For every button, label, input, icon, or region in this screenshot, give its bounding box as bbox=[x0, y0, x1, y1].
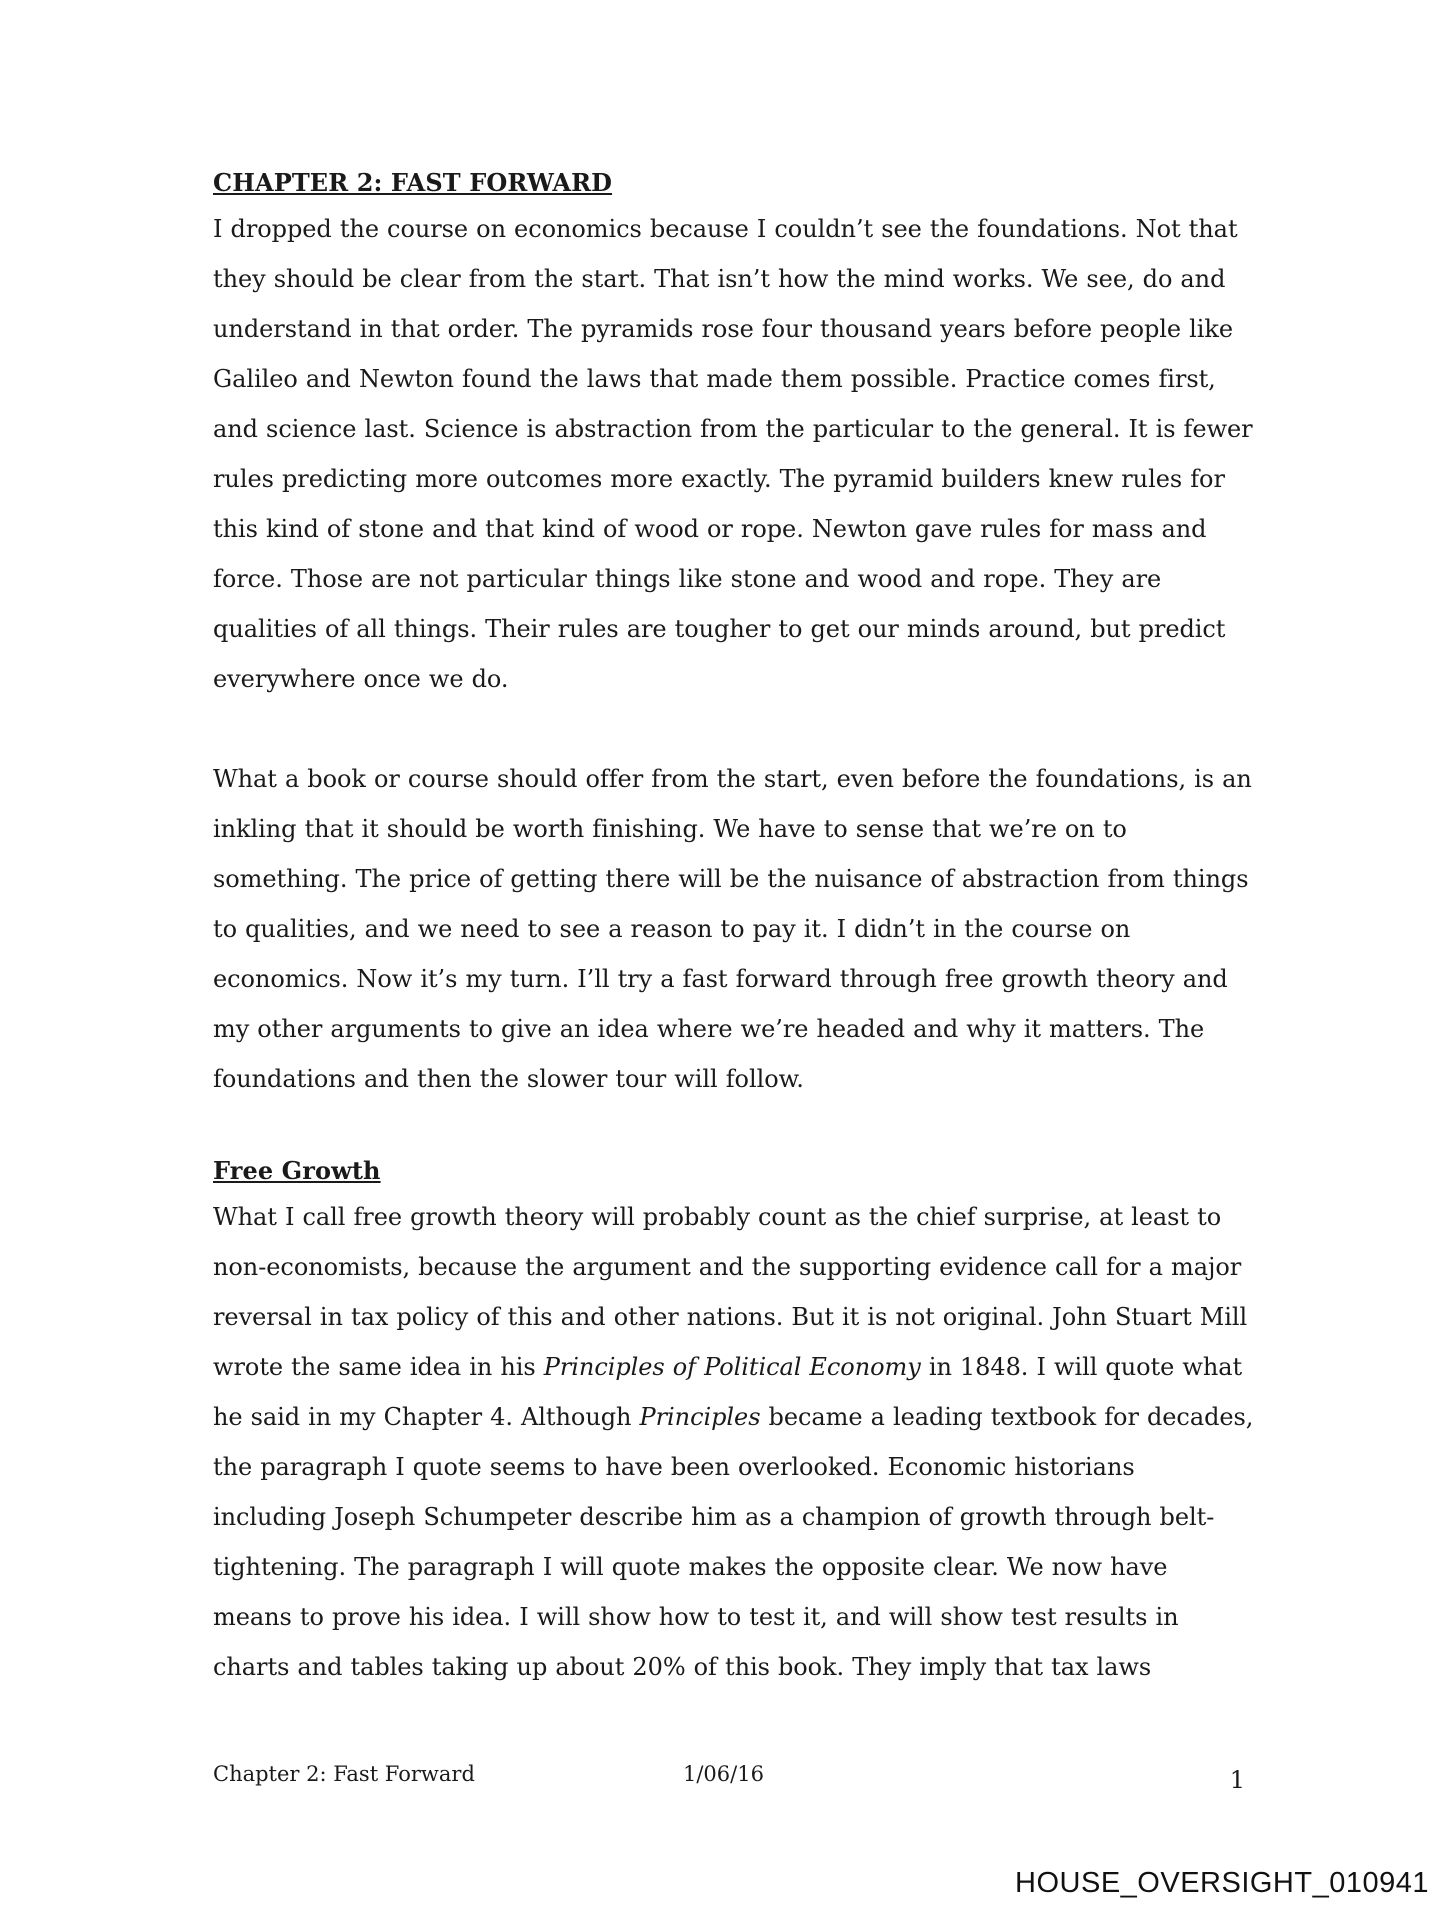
paragraph-spacer bbox=[213, 1104, 1243, 1154]
page-number: 1 bbox=[1229, 1766, 1245, 1794]
text-line: reversal in tax policy of this and other nations. But it is not original. John Stuart Mill bbox=[213, 1303, 1248, 1331]
text-line: something. The price of getting there will be the nuisance of abstraction from things bbox=[213, 865, 1249, 893]
footer-chapter-title: Chapter 2: Fast Forward bbox=[213, 1762, 475, 1786]
text-line: qualities of all things. Their rules are tougher to get our minds around, but predict bbox=[213, 615, 1226, 643]
text-line: foundations and then the slower tour will follow. bbox=[213, 1065, 804, 1093]
text-run: in 1848. I will quote what bbox=[920, 1353, 1243, 1381]
paragraph-2 bbox=[213, 754, 1252, 1104]
text-line: understand in that order. The pyramids rose four thousand years before people like bbox=[213, 315, 1234, 343]
text-line: inkling that it should be worth finishing. We have to sense that we’re on to bbox=[213, 815, 1127, 843]
text-line: force. Those are not particular things like stone and wood and rope. They are bbox=[213, 565, 1162, 593]
text-line: means to prove his idea. I will show how to test it, and will show test results in bbox=[213, 1603, 1179, 1631]
text-line bbox=[213, 1392, 1254, 1442]
text-line: Galileo and Newton found the laws that made them possible. Practice comes first, bbox=[213, 365, 1216, 393]
text-line: to qualities, and we need to see a reason to pay it. I didn’t in the course on bbox=[213, 915, 1131, 943]
paragraph-1 bbox=[213, 204, 1253, 704]
text-run: became a leading textbook for decades, bbox=[760, 1403, 1254, 1431]
text-line: charts and tables taking up about 20% of this book. They imply that tax laws bbox=[213, 1653, 1152, 1681]
text-line bbox=[213, 1342, 1243, 1392]
text-line: What I call free growth theory will probably count as the chief surprise, at least to bbox=[213, 1203, 1222, 1231]
page-body bbox=[213, 166, 1254, 1692]
book-title-italic: Principles of Political Economy bbox=[543, 1353, 921, 1381]
section-heading-free-growth: Free Growth bbox=[213, 1156, 381, 1185]
page-footer bbox=[213, 1762, 1245, 1792]
chapter-heading: CHAPTER 2: FAST FORWARD bbox=[213, 168, 613, 197]
text-line: I dropped the course on economics because I couldn’t see the foundations. Not that bbox=[213, 215, 1238, 243]
text-line: tightening. The paragraph I will quote makes the opposite clear. We now have bbox=[213, 1553, 1168, 1581]
text-line: including Joseph Schumpeter describe him as a champion of growth through belt- bbox=[213, 1503, 1215, 1531]
text-line: everywhere once we do. bbox=[213, 665, 509, 693]
footer-date: 1/06/16 bbox=[683, 1762, 764, 1786]
bates-stamp: HOUSE_OVERSIGHT_010941 bbox=[1015, 1867, 1429, 1899]
text-line: rules predicting more outcomes more exactly. The pyramid builders knew rules for bbox=[213, 465, 1225, 493]
text-line: non-economists, because the argument and the supporting evidence call for a major bbox=[213, 1253, 1242, 1281]
book-title-italic: Principles bbox=[639, 1403, 761, 1431]
text-line: this kind of stone and that kind of wood or rope. Newton gave rules for mass and bbox=[213, 515, 1207, 543]
text-line: and science last. Science is abstraction from the particular to the general. It is fewer bbox=[213, 415, 1253, 443]
paragraph-3 bbox=[213, 1192, 1254, 1692]
text-run: wrote the same idea in his bbox=[213, 1353, 544, 1381]
text-line: economics. Now it’s my turn. I’ll try a fast forward through free growth theory and bbox=[213, 965, 1228, 993]
text-line: What a book or course should offer from the start, even before the foundations, is an bbox=[213, 765, 1252, 793]
text-line: my other arguments to give an idea where we’re headed and why it matters. The bbox=[213, 1015, 1205, 1043]
paragraph-spacer bbox=[213, 704, 1243, 754]
text-run: he said in my Chapter 4. Although bbox=[213, 1403, 640, 1431]
text-line: the paragraph I quote seems to have been overlooked. Economic historians bbox=[213, 1453, 1135, 1481]
text-line: they should be clear from the start. That isn’t how the mind works. We see, do and bbox=[213, 265, 1226, 293]
